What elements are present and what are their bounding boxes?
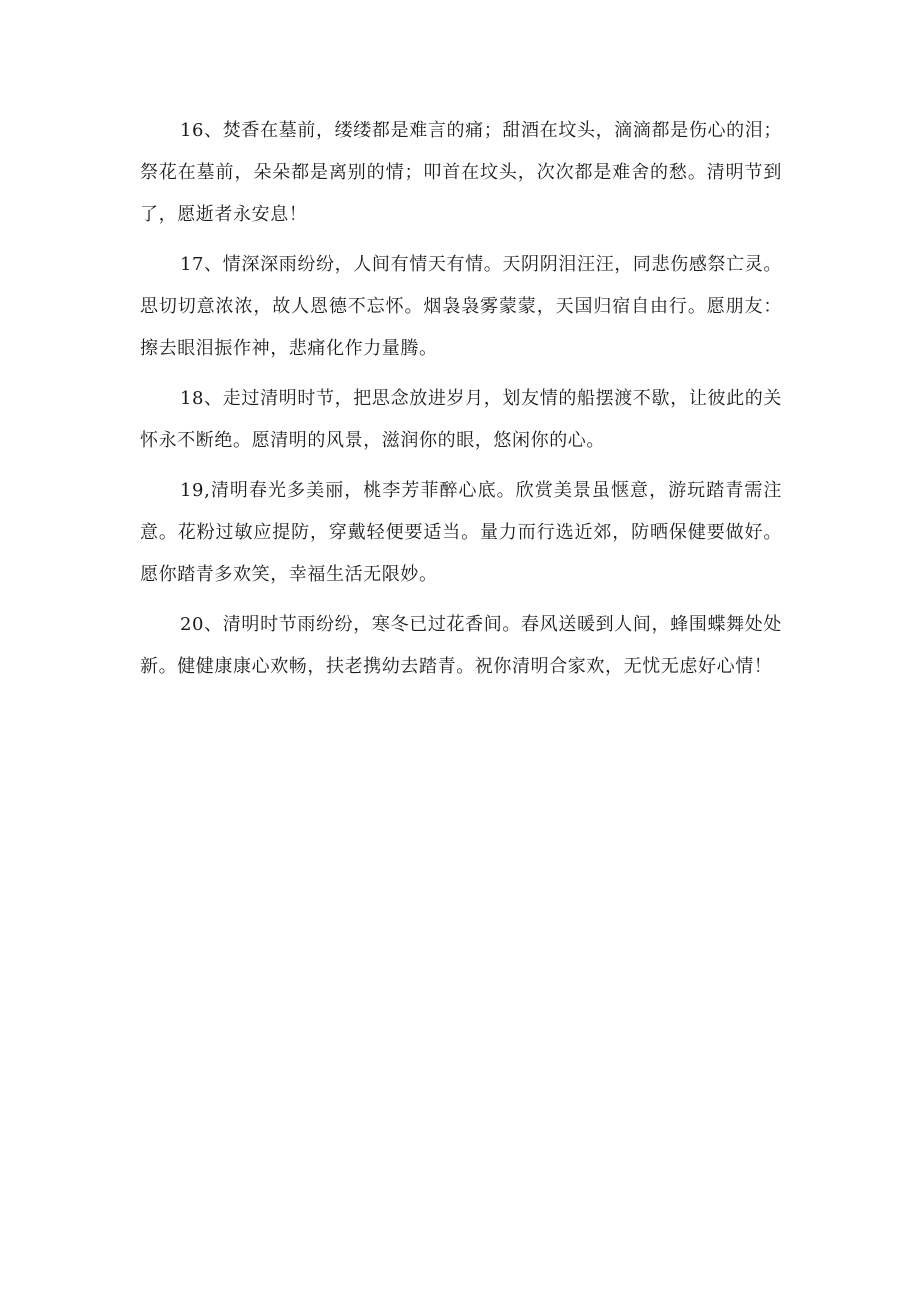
paragraph-17: 17、情深深雨纷纷，人间有情天有情。天阴阴泪汪汪，同悲伤感祭亡灵。思切切意浓浓，故人恩德不忘怀。烟袅袅雾蒙蒙，天国归宿自由行。愿朋友：擦去眼泪振作神，悲痛化作力量腾。 [140,254,782,359]
document-body [140,110,782,696]
paragraph-18: 18、走过清明时节，把思念放进岁月，划友情的船摆渡不歇，让彼此的关怀永不断绝。愿清明的风景，滋润你的眼，悠闲你的心。 [140,388,782,451]
paragraph-16: 16、焚香在墓前，缕缕都是难言的痛；甜酒在坟头，滴滴都是伤心的泪；祭花在墓前，朵朵都是离别的情；叩首在坟头，次次都是难舍的愁。清明节到了，愿逝者永安息！ [140,120,782,225]
paragraph-19: 19,清明春光多美丽，桃李芳菲醉心底。欣赏美景虽惬意，游玩踏青需注意。花粉过敏应提防，穿戴轻便要适当。量力而行选近郊，防晒保健要做好。愿你踏青多欢笑，幸福生活无限妙。 [140,480,782,585]
paragraph-20: 20、清明时节雨纷纷，寒冬已过花香间。春风送暖到人间，蜂围蝶舞处处新。健健康康心欢畅，扶老携幼去踏青。祝你清明合家欢，无忧无虑好心情！ [140,614,782,677]
